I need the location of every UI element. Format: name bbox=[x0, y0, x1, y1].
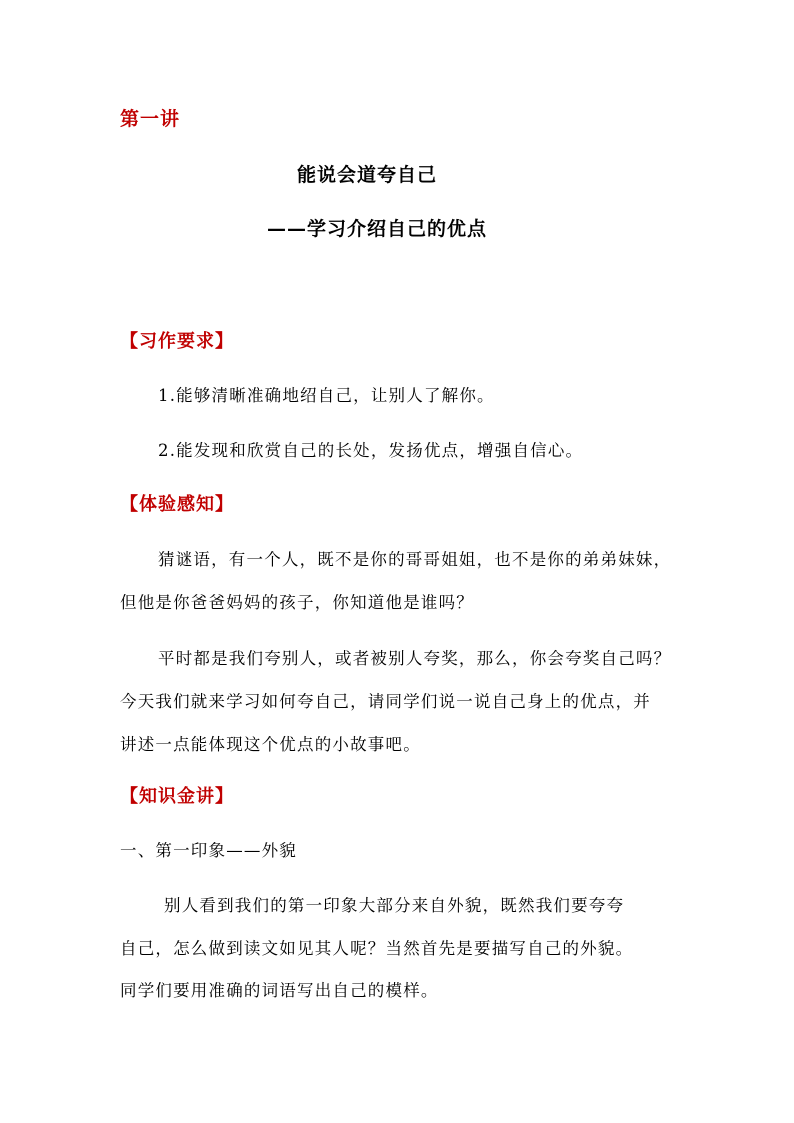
lecture-label: 第一讲 bbox=[120, 108, 181, 130]
paragraph-line: 猜谜语，有一个人，既不是你的哥哥姐姐，也不是你的弟弟妹妹， bbox=[158, 550, 672, 569]
document-title: 能说会道夸自己 bbox=[296, 164, 437, 186]
paragraph-line: 别人看到我们的第一印象大部分来自外貌，既然我们要夸夸 bbox=[164, 896, 625, 915]
section-heading-knowledge: 【知识金讲】 bbox=[120, 786, 234, 807]
paragraph-line: 平时都是我们夸别人，或者被别人夸奖，那么，你会夸奖自己吗？ bbox=[158, 649, 672, 668]
paragraph-line: 今天我们就来学习如何夸自己，请同学们说一说自己身上的优点，并 bbox=[120, 692, 651, 711]
paragraph-line: 讲述一点能体现这个优点的小故事吧。 bbox=[120, 735, 421, 754]
subsection-heading: 一、第一印象——外貌 bbox=[120, 841, 297, 860]
requirement-item: 1.能够清晰准确地绍自己，让别人了解你。 bbox=[158, 386, 495, 405]
section-heading-experience: 【体验感知】 bbox=[120, 494, 234, 515]
document-subtitle: ——学习介绍自己的优点 bbox=[266, 218, 487, 240]
requirement-item: 2.能发现和欣赏自己的长处，发扬优点，增强自信心。 bbox=[158, 441, 584, 460]
paragraph-line: 自己，怎么做到读文如见其人呢？当然首先是要描写自己的外貌。 bbox=[120, 939, 634, 958]
paragraph-line: 同学们要用准确的词语写出自己的模样。 bbox=[120, 981, 439, 1000]
section-heading-requirements: 【习作要求】 bbox=[120, 331, 234, 352]
paragraph-line: 但他是你爸爸妈妈的孩子，你知道他是谁吗？ bbox=[120, 593, 474, 612]
